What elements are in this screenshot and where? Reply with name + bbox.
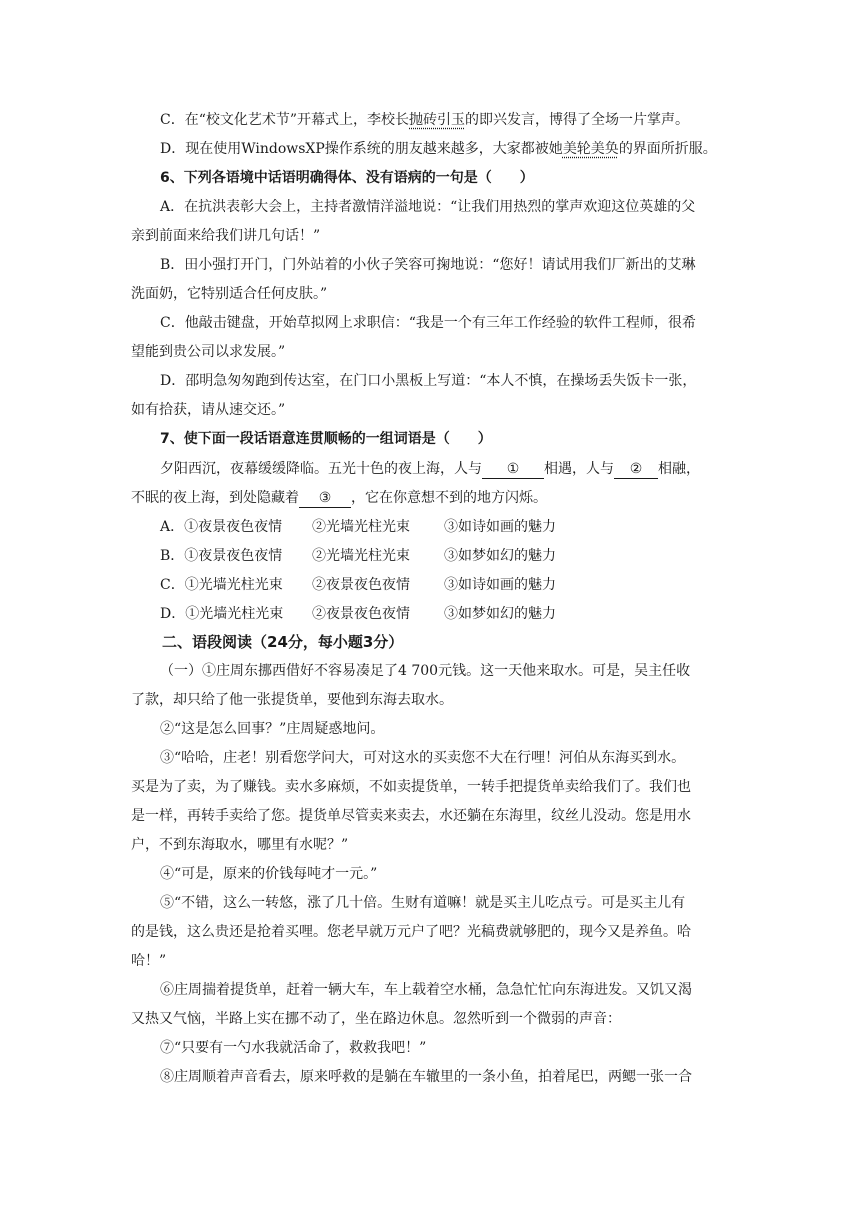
q7-blank-2: ② — [614, 461, 658, 479]
q7-option-d-part3: ③如梦如幻的魅力 — [444, 606, 556, 622]
q5-option-d-text: D．现在使用WindowsXP操作系统的朋友越来越多，大家都被她 — [160, 141, 563, 157]
q7-passage-line2 — [131, 488, 860, 508]
q7-option-d-part2: ②夜景夜色夜情 — [312, 606, 410, 622]
q7-option-a-part1: A．①夜景夜色夜情 — [160, 519, 283, 535]
q5-option-d-idiom: 美轮美奂 — [562, 141, 619, 157]
q7-passage-text: ，它在你意想不到的地方闪烁。 — [351, 490, 547, 506]
q7-blank-3: ③ — [299, 490, 351, 508]
q7-passage-text: 相遇，人与 — [544, 461, 614, 477]
q7-option-a — [160, 517, 860, 537]
q6-option-a-line2: 亲到前面来给我们讲几句话！” — [131, 228, 321, 244]
passage-line: 是一样，再转手卖给了您。提货单尽管卖来卖去，水还躺在东海里，纹丝儿没动。您是用水 — [131, 808, 691, 824]
passage-line: （一）①庄周东挪西借好不容易凑足了4 700元钱。这一天他来取水。可是，吴主任收 — [160, 663, 691, 679]
passage-line: 的是钱，这么贵还是抢着买哩。您老早就万元户了吧？光稿费就够肥的，现今又是养鱼。哈 — [131, 924, 691, 940]
q7-passage-line1 — [160, 459, 860, 479]
passage-line: 买是为了卖，为了赚钱。卖水多麻烦，不如卖提货单，一转手把提货单卖给我们了。我们也 — [131, 779, 691, 795]
q6-stem: 6、下列各语境中话语明确得体、没有语病的一句是（ ） — [160, 170, 534, 186]
section-heading: 二、语段阅读（24分，每小题3分） — [162, 633, 404, 651]
q7-stem: 7、使下面一段话语意连贯顺畅的一组词语是（ ） — [160, 431, 492, 447]
q5-option-c — [160, 110, 860, 130]
q6-option-c-line2: 望能到贵公司以求发展。” — [131, 344, 286, 360]
q7-blank-1: ① — [482, 461, 544, 479]
passage-line: 了款，却只给了他一张提货单，要他到东海去取水。 — [131, 692, 453, 708]
q6-option-d-line1: D．邵明急匆匆跑到传达室，在门口小黑板上写道：“本人不慎，在操场丢失饭卡一张， — [160, 373, 697, 389]
q7-option-c — [160, 575, 860, 595]
q7-option-c-part3: ③如诗如画的魅力 — [444, 577, 556, 593]
q7-option-c-part2: ②夜景夜色夜情 — [312, 577, 410, 593]
passage-line: ⑧庄周顺着声音看去，原来呼救的是躺在车辙里的一条小鱼，拍着尾巴，两鳃一张一合 — [160, 1069, 692, 1085]
q6-option-d-line2: 如有拾获，请从速交还。” — [131, 402, 286, 418]
passage-line: ③“哈哈，庄老！别看您学问大，可对这水的买卖您不大在行哩！河伯从东海买到水。 — [160, 750, 686, 766]
passage-line: 户，不到东海取水，哪里有水呢？” — [131, 837, 349, 853]
passage-line: ⑥庄周揣着提货单，赶着一辆大车，车上载着空水桶，急急忙忙向东海进发。又饥又渴 — [160, 982, 692, 998]
q7-passage-text: 相融， — [658, 461, 700, 477]
q5-option-d — [160, 139, 860, 159]
q7-option-b-part3: ③如梦如幻的魅力 — [444, 548, 556, 564]
q5-option-c-text-end: 的即兴发言，博得了全场一片掌声。 — [465, 112, 690, 128]
q6-option-b-line1: B．田小强打开门，门外站着的小伙子笑容可掬地说：“您好！请试用我们厂新出的艾琳 — [160, 257, 696, 273]
passage-line: ⑦“只要有一勺水我就活命了，救救我吧！” — [160, 1040, 427, 1056]
passage-line: 哈！” — [131, 953, 167, 969]
q7-option-b — [160, 546, 860, 566]
q7-option-a-part3: ③如诗如画的魅力 — [444, 519, 556, 535]
q6-option-c-line1: C．他敲击键盘，开始草拟网上求职信：“我是一个有三年工作经验的软件工程师，很希 — [160, 315, 696, 331]
q7-option-b-part2: ②光墙光柱光束 — [312, 548, 410, 564]
passage-line: ⑤“不错，这么一转悠，涨了几十倍。生财有道嘛！就是买主儿吃点亏。可是买主儿有 — [160, 895, 686, 911]
q7-option-a-part2: ②光墙光柱光束 — [312, 519, 410, 535]
q5-option-d-text-end: 的界面所折服。 — [618, 141, 717, 157]
q7-option-c-part1: C．①光墙光柱光束 — [160, 577, 283, 593]
q5-option-c-idiom: 抛砖引玉 — [409, 112, 466, 128]
passage-line: ②“这是怎么回事？”庄周疑惑地问。 — [160, 721, 385, 737]
q6-option-b-line2: 洗面奶，它特别适合任何皮肤。” — [131, 286, 328, 302]
q7-option-d — [160, 604, 860, 624]
q7-passage-text: 夕阳西沉，夜幕缓缓降临。五光十色的夜上海，人与 — [160, 461, 482, 477]
q7-passage-text: 不眠的夜上海，到处隐藏着 — [131, 490, 299, 506]
q5-option-c-text: C．在“校文化艺术节”开幕式上，李校长 — [160, 112, 410, 128]
passage-line: 又热又气恼，半路上实在挪不动了，坐在路边休息。忽然听到一个微弱的声音： — [131, 1011, 621, 1027]
passage-line: ④“可是，原来的价钱每吨才一元。” — [160, 866, 378, 882]
q7-option-b-part1: B．①夜景夜色夜情 — [160, 548, 283, 564]
q7-option-d-part1: D．①光墙光柱光束 — [160, 606, 284, 622]
q6-option-a-line1: A．在抗洪表彰大会上，主持者激情洋溢地说：“让我们用热烈的掌声欢迎这位英雄的父 — [160, 199, 696, 215]
